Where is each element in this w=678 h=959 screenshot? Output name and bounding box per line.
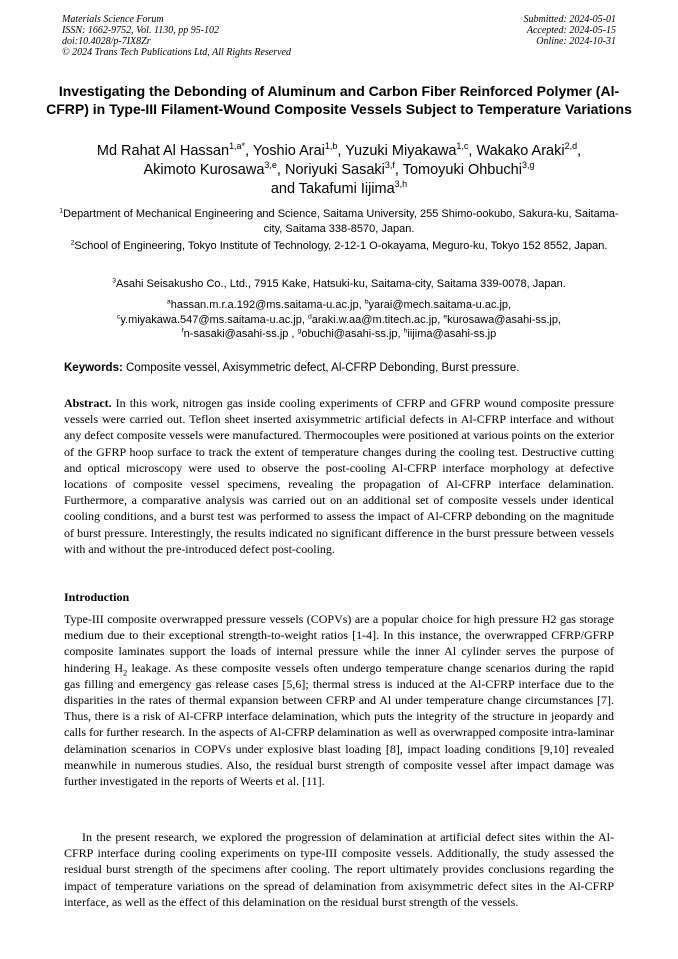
- author-superscript: 3,h: [394, 179, 408, 190]
- abstract-label: Abstract.: [64, 396, 112, 410]
- email-link[interactable]: $^g$obuchi@asahi-ss.jp,: [297, 327, 404, 340]
- author-superscript: 3,e: [264, 160, 277, 171]
- author-superscript: 1,c: [456, 141, 469, 152]
- keywords-text: Composite vessel, Axisymmetric defect, Al-CFRP Debonding, Burst pressure.: [122, 362, 520, 374]
- affiliation-1: $^1$Department of Mechanical Engineering and Science, Saitama University, 255 Shimo-ookubo, Sakura-ku, Saitama-city, Saitama 338-8570, Japan.: [59, 207, 619, 235]
- email-link[interactable]: $^h$iijima@asahi-ss.jp: [403, 327, 497, 340]
- author: Yuzuki Miyakawa$^{1,c}$,: [345, 141, 477, 159]
- author: Akimoto Kurosawa$^{3,e}$,: [143, 160, 285, 178]
- author: Wakako Araki$^{2,d}$,: [476, 141, 582, 159]
- introduction-paragraph-1: Type-III composite overwrapped pressure vessels (COPVs) are a popular choice for high pressure H2 gas storage medium due to their exceptional strength-to-weight ratios [1-4]. In this instance, the overwrapped CFRP/GFRP composite laminates support the loads of internal pressure while the inner Al cylinder serves the purpose of hindering $H_2$ leakage. As these composite vessels often undergo temperature change scenarios during the rapid gas filling and emergency gas release cases [5,6]; thermal stress is induced at the Al-CFRP interface due to the disparities in the rates of thermal expansion between CFRP and Al under temperature change circumstances [7]. Thus, there is a risk of Al-CFRP interface delamination, which puts the integrity of the structure in jeopardy and calls for further research. In the aspects of Al-CFRP delamination as well as overwrapped composite intra-laminar delamination scenarios in COPVs under explosive blast loading [8], impact loading conditions [9,10] revealed meanwhile in numerous studies. Also, the residual burst strength of composite vessel after impact damage was further investigated in the reports of Weerts et al. [11].: [64, 612, 615, 789]
- copyright-notice: © 2024 Trans Tech Publications Ltd, All Rights Reserved: [62, 47, 291, 58]
- author: Yoshio Arai$^{1,b}$,: [252, 141, 346, 159]
- author-emails: [58, 298, 620, 342]
- author-superscript: 1,b: [324, 141, 338, 152]
- author-superscript: 3,f: [384, 160, 395, 171]
- author-superscript: 1,a*: [229, 141, 246, 152]
- author-superscript: 3,g: [521, 160, 535, 171]
- submitted-date: Submitted: 2024-05-01: [523, 14, 616, 25]
- publication-dates: [524, 14, 617, 47]
- journal-issn: ISSN: 1662-9752, Vol. 1130, pp 95-102: [62, 25, 220, 36]
- abstract: [64, 395, 614, 557]
- author: and Takafumi Iijima$^{3,h}$: [270, 179, 408, 197]
- paper-title: Investigating the Debonding of Aluminum and Carbon Fiber Reinforced Polymer (Al-CFRP) in Type-III Filament-Wound Composite Vessels Subject to Temperature Variations: [46, 83, 632, 117]
- section-heading-introduction: Introduction: [64, 590, 130, 604]
- keywords-label: Keywords:: [64, 362, 123, 374]
- introduction-paragraph-2: In the present research, we explored the progression of delamination at artificial defect sites within the Al-CFRP interface during cooling experiments on type-III composite vessels. Additionally, the study assessed the residual burst strength of the specimens after cooling. The report ultimately provides conclusions regarding the impact of temperature variations on the spread of delamination from axisymmetric defect sites in the Al-CFRP interface, as well as the effect of this delamination on the residual burst strength of the vessels.: [64, 830, 614, 909]
- affiliation-2: $^2$School of Engineering, Tokyo Institute of Technology, 2-12-1 O-okayama, Meguro-ku, Tokyo 152 8552, Japan.: [70, 239, 608, 252]
- abstract-text: In this work, nitrogen gas inside cooling experiments of CFRP and GFRP wound composite pressure vessels were carried out. Teflon sheet inserted axisymmetric artificial defects in Al-CFRP interface and without any defect composite vessels were manufactured. Thermocouples were positioned at various points on the exterior of the GFRP hoop surface to track the extent of temperature changes during the cooling test. Destructive cutting and optical microscopy were used to observe the post-cooling Al-CFRP interface morphology at defective locations of composite vessel specimens, revealing the propagation of Al-CFRP interface delamination. Furthermore, a comparative analysis was carried out on an additional set of composite vessels under identical cooling conditions, and a burst test was performed to assess the impact of Al-CFRP debonding on the magnitude of burst pressure. Interestingly, the results indicated no significant difference in the burst pressure between vessels with and without the pre-introduced defect post-cooling.: [64, 396, 614, 556]
- author-list: [40, 142, 638, 199]
- email-link[interactable]: $^d$araki.w.aa@m.titech.ac.jp,: [307, 312, 444, 326]
- email-link[interactable]: $^b$yarai@mech.saitama-u.ac.jp,: [364, 298, 512, 311]
- journal-doi[interactable]: doi:10.4028/p-7IX8Zr: [62, 36, 151, 47]
- author: Noriyuki Sasaki$^{3,f}$,: [284, 160, 403, 178]
- author-superscript: 2,d: [564, 141, 578, 152]
- keywords: [64, 361, 616, 375]
- author: Tomoyuki Ohbuchi$^{3,g}$: [402, 160, 535, 178]
- journal-header: [62, 14, 291, 58]
- accepted-date: Accepted: 2024-05-15: [526, 25, 616, 36]
- author: Md Rahat Al Hassan$^{1,a*}$,: [96, 141, 253, 159]
- online-date: Online: 2024-10-31: [536, 36, 616, 47]
- email-link[interactable]: $^c$y.miyakawa.547@ms.saitama-u.ac.jp,: [116, 312, 308, 326]
- email-link[interactable]: $^e$kurosawa@asahi-ss.jp,: [443, 312, 562, 326]
- email-link[interactable]: $^a$hassan.m.r.a.192@ms.saitama-u.ac.jp,: [166, 298, 365, 311]
- affiliation-3: $^3$Asahi Seisakusho Co., Ltd., 7915 Kake, Hatsuki-ku, Saitama-city, Saitama 339-0078, Japan.: [112, 277, 566, 290]
- journal-name: Materials Science Forum: [62, 14, 164, 25]
- email-link[interactable]: $^f$n-sasaki@asahi-ss.jp ,: [181, 327, 298, 340]
